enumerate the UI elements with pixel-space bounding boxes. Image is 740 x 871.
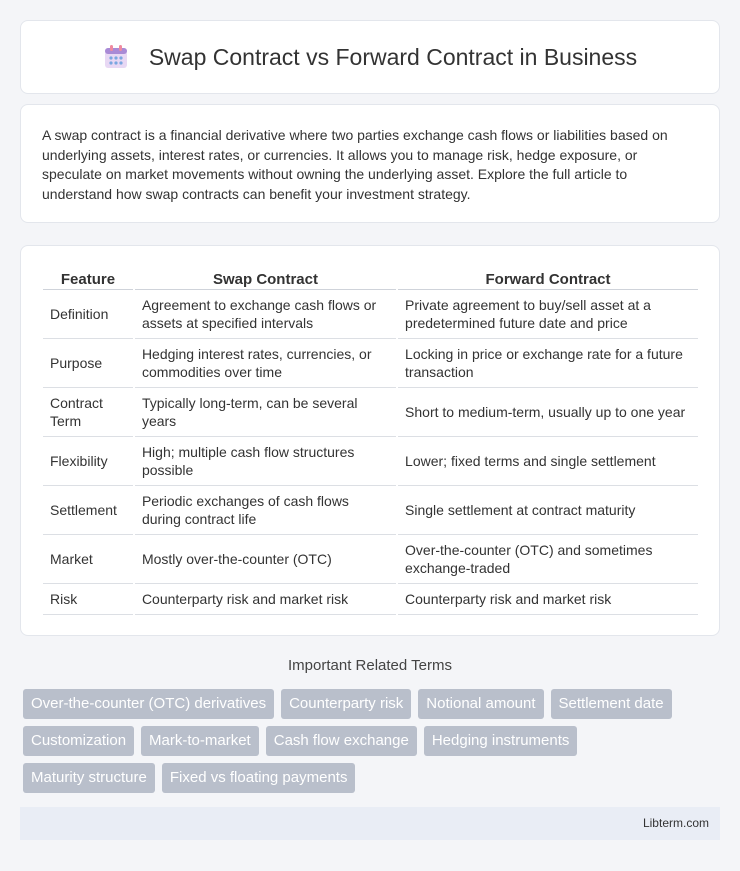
header-swap-contract: Swap Contract bbox=[135, 266, 396, 290]
swap-cell: Hedging interest rates, currencies, or commodities over time bbox=[135, 339, 396, 388]
swap-cell: High; multiple cash flow structures possible bbox=[135, 437, 396, 486]
swap-cell: Periodic exchanges of cash flows during contract life bbox=[135, 486, 396, 535]
table-row bbox=[43, 437, 698, 486]
related-term-tag[interactable]: Maturity structure bbox=[23, 763, 155, 793]
table-row bbox=[43, 339, 698, 388]
table-header-row bbox=[43, 266, 698, 290]
related-term-tag[interactable]: Fixed vs floating payments bbox=[162, 763, 356, 793]
feature-cell: Flexibility bbox=[43, 437, 133, 486]
footer-site-link[interactable]: Libterm.com bbox=[642, 816, 709, 830]
forward-cell: Counterparty risk and market risk bbox=[398, 584, 698, 615]
table-row bbox=[43, 290, 698, 339]
forward-cell: Short to medium-term, usually up to one year bbox=[398, 388, 698, 437]
forward-cell: Over-the-counter (OTC) and sometimes exchange-traded bbox=[398, 535, 698, 584]
swap-cell: Typically long-term, can be several years bbox=[135, 388, 396, 437]
table-row bbox=[43, 486, 698, 535]
page-title: Swap Contract vs Forward Contract in Business bbox=[148, 43, 638, 70]
intro-text: A swap contract is a financial derivative where two parties exchange cash flows or liabilities based on underlying assets, interest rates, or currencies. It allows you to manage risk, hedge exposure, or speculate on market movements without owning the underlying asset. Explore the full article to understand how swap contracts can benefit your investment strategy. bbox=[42, 127, 668, 202]
forward-cell: Locking in price or exchange rate for a future transaction bbox=[398, 339, 698, 388]
comparison-table bbox=[41, 266, 700, 615]
forward-cell: Single settlement at contract maturity bbox=[398, 486, 698, 535]
related-term-tag[interactable]: Cash flow exchange bbox=[266, 726, 417, 756]
footer bbox=[20, 807, 720, 840]
feature-cell: Purpose bbox=[43, 339, 133, 388]
feature-cell: Market bbox=[43, 535, 133, 584]
feature-cell: Risk bbox=[43, 584, 133, 615]
feature-cell: Definition bbox=[43, 290, 133, 339]
related-term-tag[interactable]: Notional amount bbox=[418, 689, 543, 719]
table-row bbox=[43, 535, 698, 584]
related-term-tag[interactable]: Counterparty risk bbox=[281, 689, 411, 719]
feature-cell: Settlement bbox=[43, 486, 133, 535]
related-term-tag[interactable]: Customization bbox=[23, 726, 134, 756]
title-card bbox=[20, 20, 720, 94]
related-terms-title: Important Related Terms bbox=[288, 657, 452, 674]
swap-cell: Mostly over-the-counter (OTC) bbox=[135, 535, 396, 584]
calendar-icon bbox=[103, 44, 129, 70]
comparison-table-card bbox=[20, 245, 720, 636]
swap-cell: Counterparty risk and market risk bbox=[135, 584, 396, 615]
forward-cell: Lower; fixed terms and single settlement bbox=[398, 437, 698, 486]
related-term-tag[interactable]: Settlement date bbox=[551, 689, 672, 719]
swap-cell: Agreement to exchange cash flows or assets at specified intervals bbox=[135, 290, 396, 339]
forward-cell: Private agreement to buy/sell asset at a predetermined future date and price bbox=[398, 290, 698, 339]
feature-cell: Contract Term bbox=[43, 388, 133, 437]
table-row bbox=[43, 388, 698, 437]
related-term-tag[interactable]: Mark-to-market bbox=[141, 726, 259, 756]
header-feature: Feature bbox=[43, 266, 133, 290]
table-row bbox=[43, 584, 698, 615]
related-term-tag[interactable]: Hedging instruments bbox=[424, 726, 578, 756]
header-forward-contract: Forward Contract bbox=[398, 266, 698, 290]
related-term-tag[interactable]: Over-the-counter (OTC) derivatives bbox=[23, 689, 274, 719]
related-terms-list bbox=[23, 689, 723, 800]
intro-card bbox=[20, 104, 720, 223]
